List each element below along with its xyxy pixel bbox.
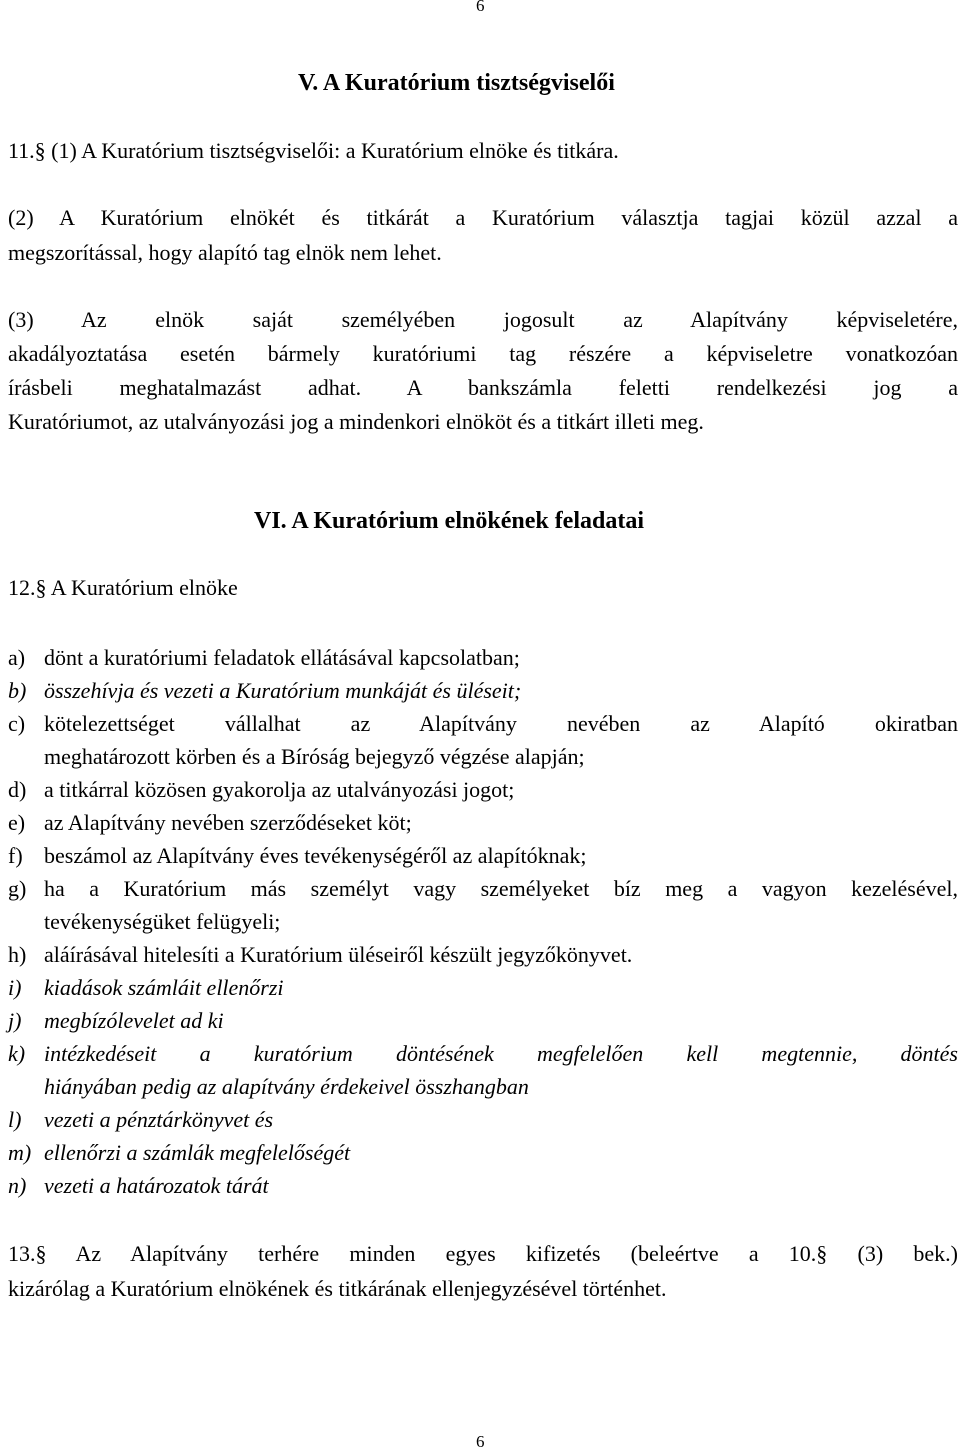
list-item-h [8, 938, 958, 971]
list-marker: e) [8, 810, 26, 835]
paragraph-11-3-line4: Kuratóriumot, az utalványozási jog a mindenkori elnököt és a titkárt illeti meg. [8, 409, 704, 434]
list-item-a [8, 641, 958, 674]
paragraph-11-2-line2: megszorítással, hogy alapító tag elnök nem lehet. [8, 240, 442, 265]
list-marker: n) [8, 1173, 27, 1198]
list-item-text: ellenőrzi a számlák megfelelőségét [44, 1140, 351, 1165]
list-item-m [8, 1136, 958, 1169]
list-item-d [8, 773, 958, 806]
list-item-text: megbízólevelet ad ki [44, 1008, 224, 1033]
list-item-text: aláírásával hitelesíti a Kuratórium üléseiről készült jegyzőkönyvet. [44, 942, 633, 967]
list-item-text: vezeti a határozatok tárát [44, 1173, 269, 1198]
list-item-n [8, 1169, 958, 1202]
paragraph-11-3-line2: akadályoztatása esetén bármely kuratóriumi tag részére a képviseletre vonatkozóan [8, 341, 958, 366]
list-marker: a) [8, 645, 26, 670]
paragraph-11-3-line1: (3) Az elnök saját személyében jogosult az Alapítvány képviseletére, [8, 307, 958, 332]
list-item-f [8, 839, 958, 872]
section-heading-vi: VI. A Kuratórium elnökének feladatai [254, 508, 645, 534]
paragraph-11-2-line1: (2) A Kuratórium elnökét és titkárát a Kuratórium választja tagjai közül azzal a [8, 205, 958, 230]
section-heading-v: V. A Kuratórium tisztségviselői [298, 70, 615, 96]
list-marker: h) [8, 942, 27, 967]
list-item-i [8, 971, 958, 1004]
list-item-c [8, 707, 958, 773]
list-item-l [8, 1103, 958, 1136]
list-item-text: dönt a kuratóriumi feladatok ellátásával kapcsolatban; [44, 645, 520, 670]
list-marker: m) [8, 1140, 32, 1165]
list-item-k [8, 1037, 958, 1103]
list-item-text-line1: intézkedéseit a kuratórium döntésének megfelelően kell megtennie, döntés [44, 1041, 958, 1066]
list-item-b [8, 674, 958, 707]
list-marker: k) [8, 1041, 26, 1066]
page-number-bottom: 6 [476, 1432, 485, 1451]
list-marker: i) [8, 975, 22, 1000]
list-item-text: beszámol az Alapítvány éves tevékenységéről az alapítóknak; [44, 843, 587, 868]
paragraph-13-line1: 13.§ Az Alapítvány terhére minden egyes kifizetés (beleértve a 10.§ (3) bek.) [8, 1241, 958, 1266]
list-item-text: az Alapítvány nevében szerződéseket köt; [44, 810, 412, 835]
paragraph-11-3-line3: írásbeli meghatalmazást adhat. A bankszámla feletti rendelkezési jog a [8, 375, 958, 400]
list-item-text: a titkárral közösen gyakorolja az utalványozási jogot; [44, 777, 515, 802]
list-item-text-line2: meghatározott körben és a Bíróság bejegyző végzése alapján; [44, 744, 585, 769]
list-item-text: vezeti a pénztárkönyvet és [44, 1107, 274, 1132]
list-item-j [8, 1004, 958, 1037]
list-item-text-line1: kötelezettséget vállalhat az Alapítvány nevében az Alapító okiratban [44, 711, 958, 736]
list-item-text: kiadások számláit ellenőrzi [44, 975, 284, 1000]
paragraph-11-1: 11.§ (1) A Kuratórium tisztségviselői: a Kuratórium elnöke és titkára. [8, 138, 619, 163]
list-item-e [8, 806, 958, 839]
list-marker: d) [8, 777, 27, 802]
list-marker: g) [8, 876, 27, 901]
list-marker: c) [8, 711, 26, 736]
list-marker: b) [8, 678, 27, 703]
list-item-text-line1: ha a Kuratórium más személyt vagy személyeket bíz meg a vagyon kezelésével, [44, 876, 958, 901]
list-item-text: összehívja és vezeti a Kuratórium munkáját és üléseit; [44, 678, 522, 703]
list-item-g [8, 872, 958, 938]
list-marker: f) [8, 843, 23, 868]
list-marker: l) [8, 1107, 22, 1132]
paragraph-13-line2: kizárólag a Kuratórium elnökének és titkárának ellenjegyzésével történhet. [8, 1276, 667, 1301]
list-item-text-line2: hiányában pedig az alapítvány érdekeivel összhangban [44, 1074, 529, 1099]
list-item-text-line2: tevékenységüket felügyeli; [44, 909, 281, 934]
list-marker: j) [8, 1008, 22, 1033]
paragraph-12-intro: 12.§ A Kuratórium elnöke [8, 575, 238, 600]
page-number-top: 6 [476, 0, 485, 15]
